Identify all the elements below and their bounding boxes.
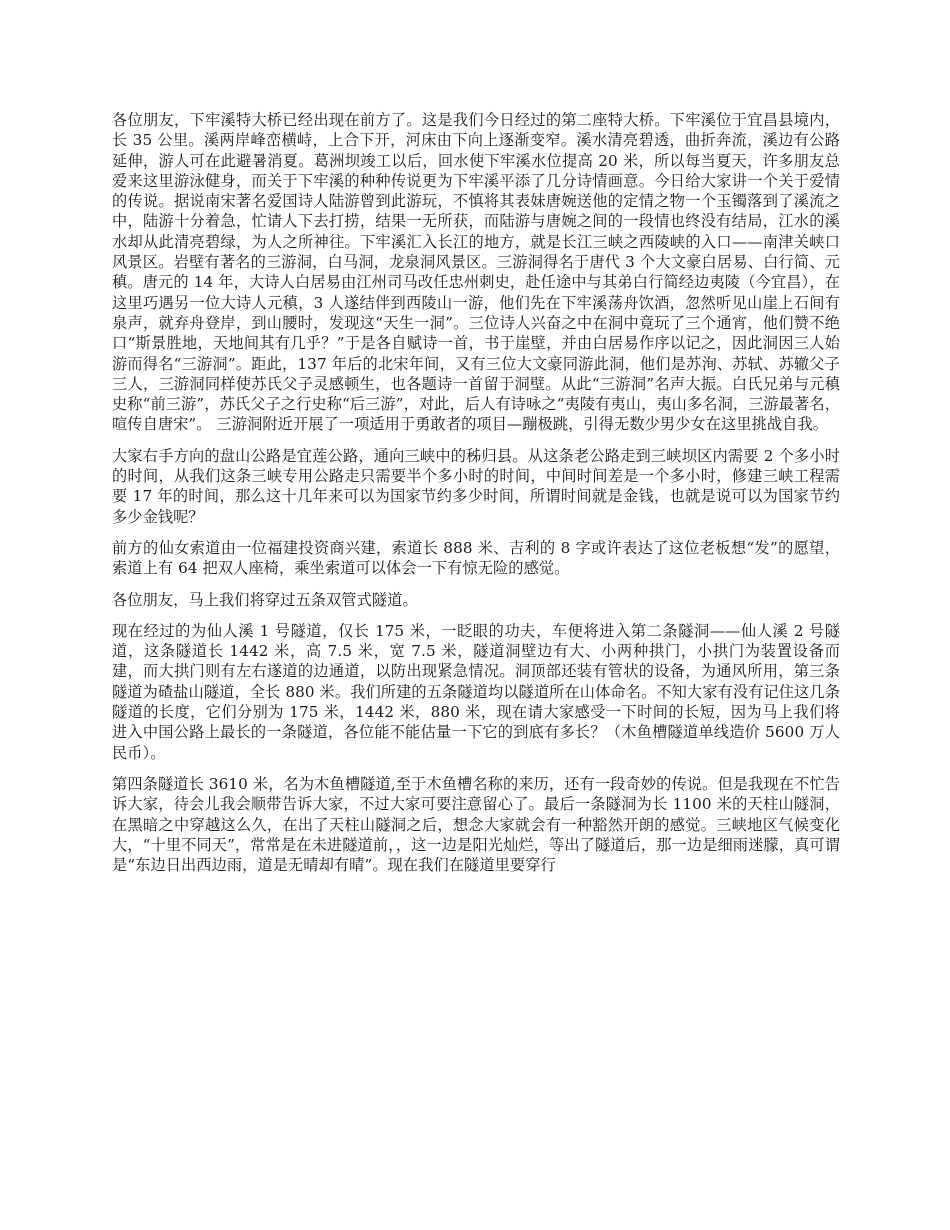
paragraph-3: 前方的仙女索道由一位福建投资商兴建，索道长 888 米、吉利的 8 字或许表达了这位老板想“发”的愿望，索道上有 64 把双人座椅，乘坐索道可以体会一下有惊无险的感觉。 <box>112 538 840 578</box>
paragraph-2: 大家右手方向的盘山公路是宜莲公路，通向三峡中的秭归县。从这条老公路走到三峡坝区内需要 2 个多小时的时间，从我们这条三峡专用公路走只需要半个多小时的时间，中间时间差是一个多小时，修建三峡工程需要 17 年的时间，那么这十几年来可以为国家节约多少时间，所谓时间就是金钱，也就是说可以为国家节约多少金钱呢？ <box>112 446 840 526</box>
paragraph-5: 现在经过的为仙人溪 1 号隧道，仅长 175 米，一眨眼的功夫，车便将进入第二条隧洞——仙人溪 2 号隧道，这条隧道长 1442 米，高 7.5 米，宽 7.5 米，隧道洞壁边有大、小两种拱门，小拱门为装置设备而建，而大拱门则有左右遂道的边通道，以防出现紧急情况。洞顶部还装有管状的设备，为通风所用，第三条隧道为碴盐山隧道，全长 880 米。我们所建的五条隧道均以隧道所在山体命名。不知大家有没有记住这几条隧道的长度，它们分别为 175 米，1442 米，880 米，现在请大家感受一下时间的长短，因为马上我们将进入中国公路上最长的一条隧道，各位能不能估量一下它的到底有多长？（木鱼槽隧道单线造价 5600 万人民币）。 <box>112 621 840 762</box>
paragraph-1: 各位朋友，下牢溪特大桥已经出现在前方了。这是我们今日经过的第二座特大桥。下牢溪位于宜昌县境内，长 35 公里。溪两岸峰峦横峙，上合下开，河床由下向上逐渐变窄。溪水清亮碧透，曲折奔流，溪边有公路延伸，游人可在此避暑消夏。葛洲坝竣工以后，回水使下牢溪水位提高 20 米，所以每当夏天，许多朋友总爱来这里游泳健身，而关于下牢溪的种种传说更为下牢溪平添了几分诗情画意。今日给大家讲一个关于爱情的传说。据说南宋著名爱国诗人陆游曾到此游玩，不慎将其表妹唐婉送他的定情之物一个玉镯落到了溪流之中，陆游十分着急，忙请人下去打捞，结果一无所获，而陆游与唐婉之间的一段情也终没有结局，江水的溪水却从此清亮碧绿，为人之所神往。下牢溪汇入长江的地方，就是长江三峡之西陵峡的入口——南津关峡口风景区。岩壁有著名的三游洞，白马洞，龙泉洞风景区。三游洞得名于唐代 3 个大文豪白居易、白行简、元稹。唐元的 14 年，大诗人白居易由江州司马改任忠州刺史，赴任途中与其弟白行简经边夷陵（今宜昌），在这里巧遇另一位大诗人元稹，3 人遂结伴到西陵山一游，他们先在下牢溪荡舟饮酒，忽然听见山崖上石间有泉声，就弃舟登岸，到山腰时，发现这“天生一洞”。三位诗人兴奋之中在洞中竟玩了三个通宵，他们赞不绝口“斯景胜地，天地间其有几乎？”于是各自赋诗一首，书于崖壁，并由白居易作序以记之，因此洞因三人始游而得名“三游洞”。距此，137 年后的北宋年间，又有三位大文豪同游此洞，他们是苏洵、苏轼、苏辙父子三人，三游洞同样使苏氏父子灵感顿生，也各题诗一首留于洞壁。从此“三游洞”名声大振。白氏兄弟与元稹史称“前三游”，苏氏父子之行史称“后三游”，对此，后人有诗咏之“夷陵有夷山，夷山多名洞，三游最著名，喧传自唐宋”。 三游洞附近开展了一项适用于勇敢者的项目—蹦极跳，引得无数少男少女在这里挑战自我。 <box>112 111 840 434</box>
paragraph-4: 各位朋友，马上我们将穿过五条双管式隧道。 <box>112 590 418 609</box>
document-page <box>112 110 840 886</box>
paragraph-6: 第四条隧道长 3610 米，名为木鱼槽隧道,至于木鱼槽名称的来历，还有一段奇妙的传说。但是我现在不忙告诉大家，待会儿我会顺带告诉大家，不过大家可要注意留心了。最后一条隧洞为长 1100 米的天柱山隧洞，在黑暗之中穿越这么久，在出了天柱山隧洞之后，想念大家就会有一种豁然开朗的感觉。三峡地区气候变化大，“十里不同天”，常常是在未进隧道前，，这一边是阳光灿烂，等出了隧道后，那一边是细雨迷朦，真可谓是“东边日出西边雨，道是无晴却有晴”。现在我们在隧道里要穿行 <box>112 774 840 875</box>
